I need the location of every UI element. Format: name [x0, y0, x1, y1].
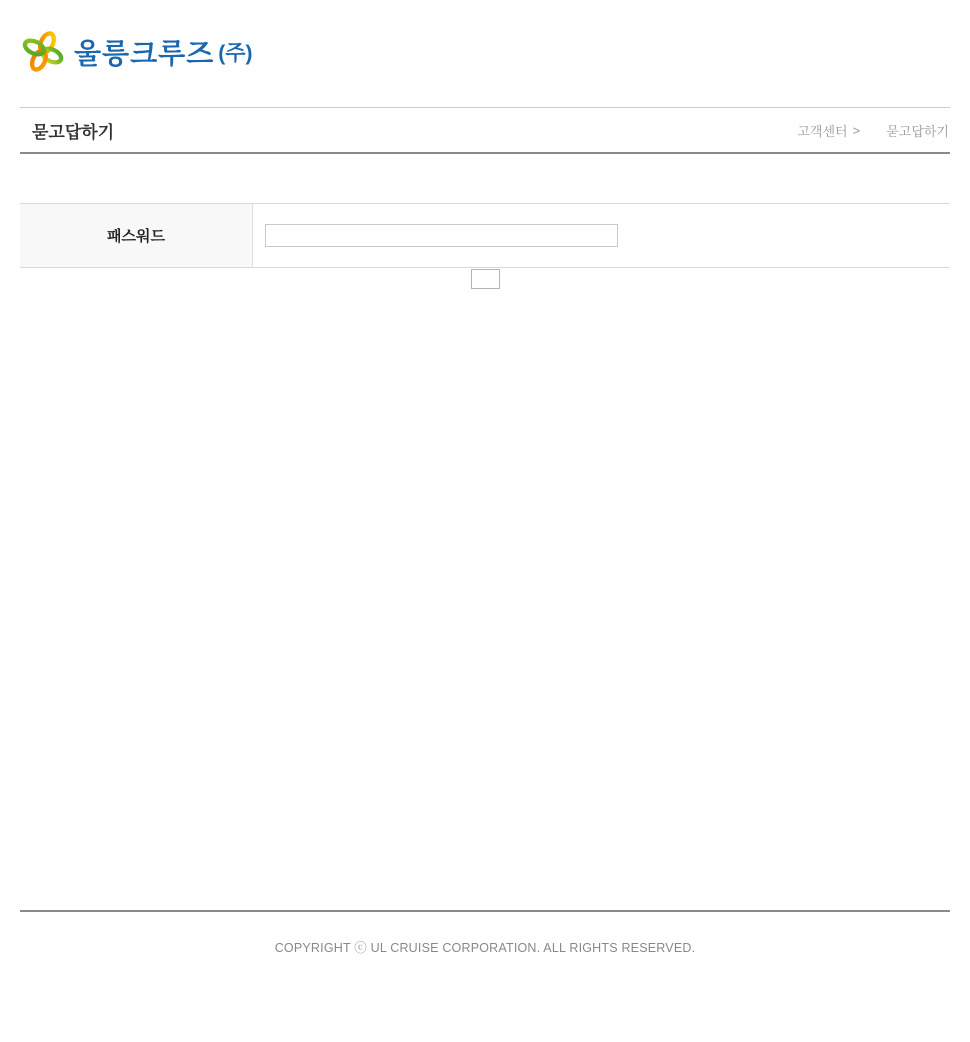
submit-button[interactable]: [471, 269, 500, 289]
breadcrumb-current: 묻고답하기: [886, 123, 949, 139]
pinwheel-flower-icon: [22, 28, 64, 75]
company-logo[interactable]: [22, 28, 253, 75]
title-bar: [20, 107, 950, 154]
password-cell: [253, 204, 950, 267]
header: [0, 0, 970, 107]
breadcrumb-parent-link[interactable]: 고객센터: [797, 123, 848, 139]
page-title: 묻고답하기: [32, 122, 115, 142]
company-name: 울릉크루즈: [74, 37, 215, 69]
breadcrumb: [797, 121, 950, 140]
password-label: 패스워드: [20, 204, 253, 267]
copyright-text: COPYRIGHT ⓒ UL CRUISE CORPORATION. ALL RIGHTS RESERVED.: [274, 941, 696, 955]
breadcrumb-separator: >: [852, 122, 861, 138]
company-name-suffix: (주): [218, 41, 253, 65]
footer: [20, 910, 950, 956]
password-input[interactable]: [265, 224, 618, 247]
password-form-table: [20, 203, 950, 268]
